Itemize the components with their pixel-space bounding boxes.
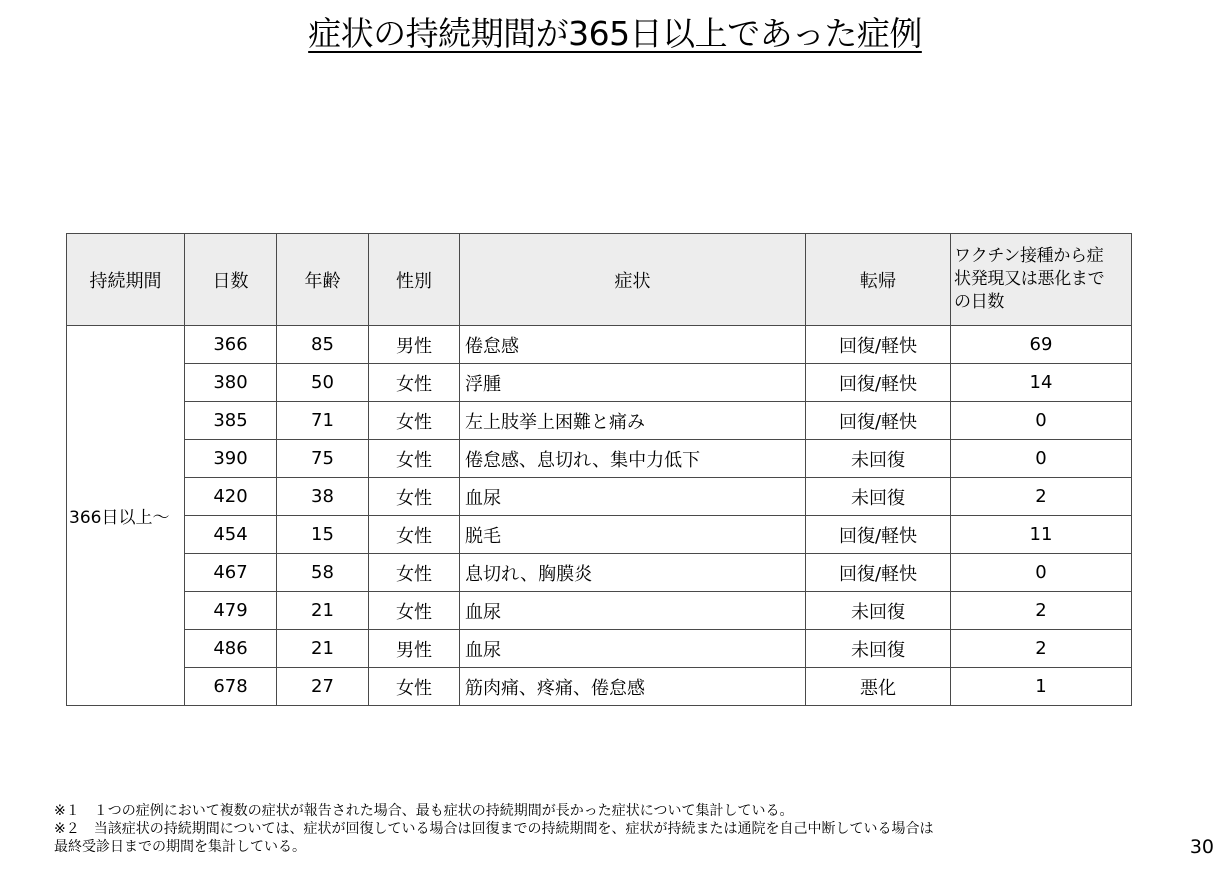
cell-days: 486 — [185, 630, 277, 668]
table-row — [67, 364, 1132, 402]
header-onset-interval — [951, 234, 1132, 326]
cell-sex: 女性 — [369, 440, 460, 478]
cell-age: 58 — [277, 554, 369, 592]
cell-onset-interval: 0 — [951, 440, 1132, 478]
header-sex: 性別 — [369, 234, 460, 326]
cell-age: 15 — [277, 516, 369, 554]
cell-symptoms: 倦怠感、息切れ、集中力低下 — [460, 440, 806, 478]
cell-symptoms: 浮腫 — [460, 364, 806, 402]
cell-sex: 女性 — [369, 402, 460, 440]
cell-age: 85 — [277, 326, 369, 364]
header-symptoms: 症状 — [460, 234, 806, 326]
cell-onset-interval: 0 — [951, 554, 1132, 592]
header-days: 日数 — [185, 234, 277, 326]
table-row — [67, 402, 1132, 440]
footnote-2-line-2: 最終受診日までの期間を集計している。 — [54, 839, 306, 855]
cell-days: 678 — [185, 668, 277, 706]
cell-outcome: 未回復 — [806, 630, 951, 668]
cell-symptoms: 脱毛 — [460, 516, 806, 554]
cell-days: 467 — [185, 554, 277, 592]
cell-age: 27 — [277, 668, 369, 706]
cell-onset-interval: 2 — [951, 630, 1132, 668]
cell-days: 385 — [185, 402, 277, 440]
cell-sex: 女性 — [369, 516, 460, 554]
header-duration: 持続期間 — [67, 234, 185, 326]
cell-outcome: 悪化 — [806, 668, 951, 706]
cell-outcome: 回復/軽快 — [806, 326, 951, 364]
cell-onset-interval: 2 — [951, 478, 1132, 516]
cell-onset-interval: 2 — [951, 592, 1132, 630]
cell-days: 420 — [185, 478, 277, 516]
cell-symptoms: 血尿 — [460, 630, 806, 668]
cell-onset-interval: 0 — [951, 402, 1132, 440]
table-row — [67, 630, 1132, 668]
cell-age: 21 — [277, 630, 369, 668]
cell-age: 75 — [277, 440, 369, 478]
cell-outcome: 回復/軽快 — [806, 364, 951, 402]
cell-days: 366 — [185, 326, 277, 364]
header-age: 年齢 — [277, 234, 369, 326]
cell-symptoms: 筋肉痛、疼痛、倦怠感 — [460, 668, 806, 706]
table-row — [67, 478, 1132, 516]
cell-sex: 男性 — [369, 326, 460, 364]
table-row — [67, 554, 1132, 592]
cell-age: 71 — [277, 402, 369, 440]
cell-symptoms: 血尿 — [460, 592, 806, 630]
cell-days: 454 — [185, 516, 277, 554]
cell-days: 390 — [185, 440, 277, 478]
cell-sex: 女性 — [369, 364, 460, 402]
table-row — [67, 668, 1132, 706]
cell-onset-interval: 69 — [951, 326, 1132, 364]
cell-days: 380 — [185, 364, 277, 402]
cell-symptoms: 倦怠感 — [460, 326, 806, 364]
cell-age: 50 — [277, 364, 369, 402]
cell-outcome: 未回復 — [806, 592, 951, 630]
cell-onset-interval: 1 — [951, 668, 1132, 706]
cell-age: 21 — [277, 592, 369, 630]
header-onset-interval-line: ワクチン接種から症 — [954, 246, 1104, 266]
header-onset-interval-line: の日数 — [954, 292, 1005, 312]
table-row — [67, 326, 1132, 364]
footnote-2-line-1: ※２ 当該症状の持続期間については、症状が回復している場合は回復までの持続期間を、症状が持続または通院を自己中断している場合は — [54, 821, 934, 837]
cell-outcome: 回復/軽快 — [806, 554, 951, 592]
page-title-wrapper — [0, 8, 1230, 55]
cell-age: 38 — [277, 478, 369, 516]
cell-sex: 女性 — [369, 668, 460, 706]
cell-sex: 女性 — [369, 554, 460, 592]
footnotes — [54, 802, 933, 856]
cell-outcome: 回復/軽快 — [806, 516, 951, 554]
header-onset-interval-line: 状発現又は悪化まで — [954, 269, 1105, 289]
footnote-1: ※１ １つの症例において複数の症状が報告された場合、最も症状の持続期間が長かった症状について集計している。 — [54, 803, 794, 819]
cell-symptoms: 血尿 — [460, 478, 806, 516]
table-row — [67, 592, 1132, 630]
cell-sex: 女性 — [369, 478, 460, 516]
table-row — [67, 440, 1132, 478]
cell-onset-interval: 11 — [951, 516, 1132, 554]
cell-onset-interval: 14 — [951, 364, 1132, 402]
header-outcome: 転帰 — [806, 234, 951, 326]
page-title: 症状の持続期間が365日以上であった症例 — [308, 14, 922, 53]
cell-sex: 女性 — [369, 592, 460, 630]
case-table — [66, 233, 1132, 706]
cell-symptoms: 左上肢挙上困難と痛み — [460, 402, 806, 440]
table-row — [67, 516, 1132, 554]
cell-symptoms: 息切れ、胸膜炎 — [460, 554, 806, 592]
table-header-row — [67, 234, 1132, 326]
cell-days: 479 — [185, 592, 277, 630]
page-number: 30 — [1189, 836, 1214, 858]
cell-outcome: 回復/軽快 — [806, 402, 951, 440]
cell-outcome: 未回復 — [806, 478, 951, 516]
duration-group-cell: 366日以上～ — [67, 326, 185, 706]
cell-outcome: 未回復 — [806, 440, 951, 478]
cell-sex: 男性 — [369, 630, 460, 668]
